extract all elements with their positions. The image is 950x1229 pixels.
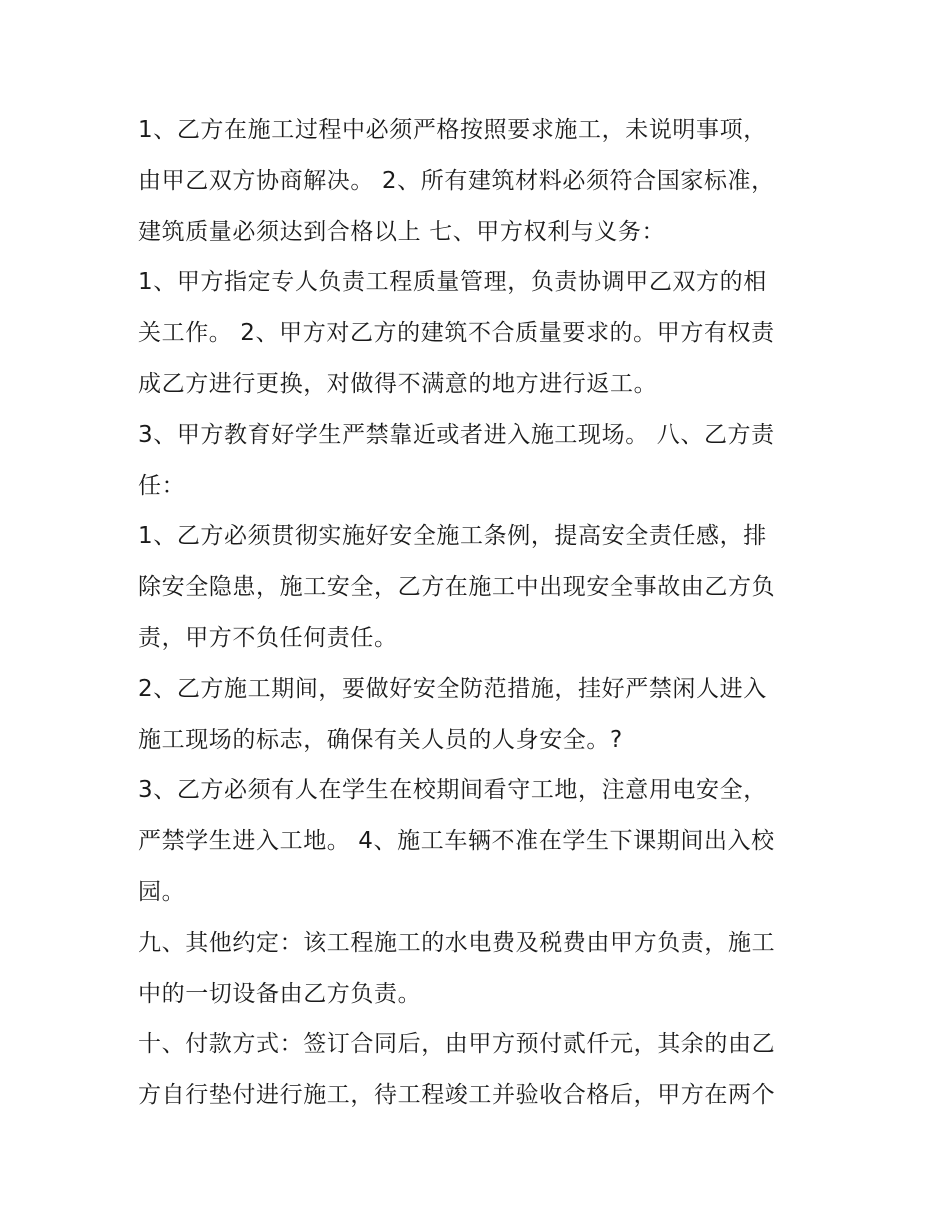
text-line: 2、乙方施工期间，要做好安全防范措施，挂好严禁闲人进入 — [138, 675, 767, 702]
text-line: 1、甲方指定专人负责工程质量管理，负责协调甲乙双方的相 — [138, 269, 767, 296]
text-line: 关工作。 2、甲方对乙方的建筑不合质量要求的。甲方有权责 — [138, 320, 775, 347]
text-line: 1、乙方在施工过程中必须严格按照要求施工，未说明事项， — [138, 117, 767, 143]
text-line: 责，甲方不负任何责任。 — [138, 624, 398, 651]
text-line: 九、其他约定：该工程施工的水电费及税费由甲方负责，施工 — [138, 929, 776, 956]
text-line: 园。 — [138, 878, 186, 905]
text-line: 方自行垫付进行施工，待工程竣工并验收合格后，甲方在两个 — [138, 1082, 776, 1109]
text-line: 施工现场的标志，确保有关人员的人身安全。? — [138, 726, 623, 753]
text-line: 成乙方进行更换，对做得不满意的地方进行返工。 — [138, 370, 658, 397]
text-line: 建筑质量必须达到合格以上 七、甲方权利与义务： — [138, 218, 666, 245]
text-line: 中的一切设备由乙方负责。 — [138, 980, 422, 1007]
text-line: 严禁学生进入工地。 4、施工车辆不准在学生下课期间出入校 — [138, 828, 775, 855]
contract-text-body — [138, 105, 828, 1121]
text-line: 3、乙方必须有人在学生在校期间看守工地，注意用电安全， — [138, 777, 767, 804]
text-line: 除安全隐患，施工安全，乙方在施工中出现安全事故由乙方负 — [138, 574, 776, 601]
text-line: 由甲乙双方协商解决。 2、所有建筑材料必须符合国家标准， — [138, 167, 775, 194]
text-line: 3、甲方教育好学生严禁靠近或者进入施工现场。 八、乙方责 — [138, 421, 775, 448]
text-line: 任： — [138, 472, 186, 499]
text-line: 1、乙方必须贯彻实施好安全施工条例，提高安全责任感，排 — [138, 523, 767, 550]
text-line: 十、付款方式：签订合同后，由甲方预付贰仟元，其余的由乙 — [138, 1031, 776, 1058]
